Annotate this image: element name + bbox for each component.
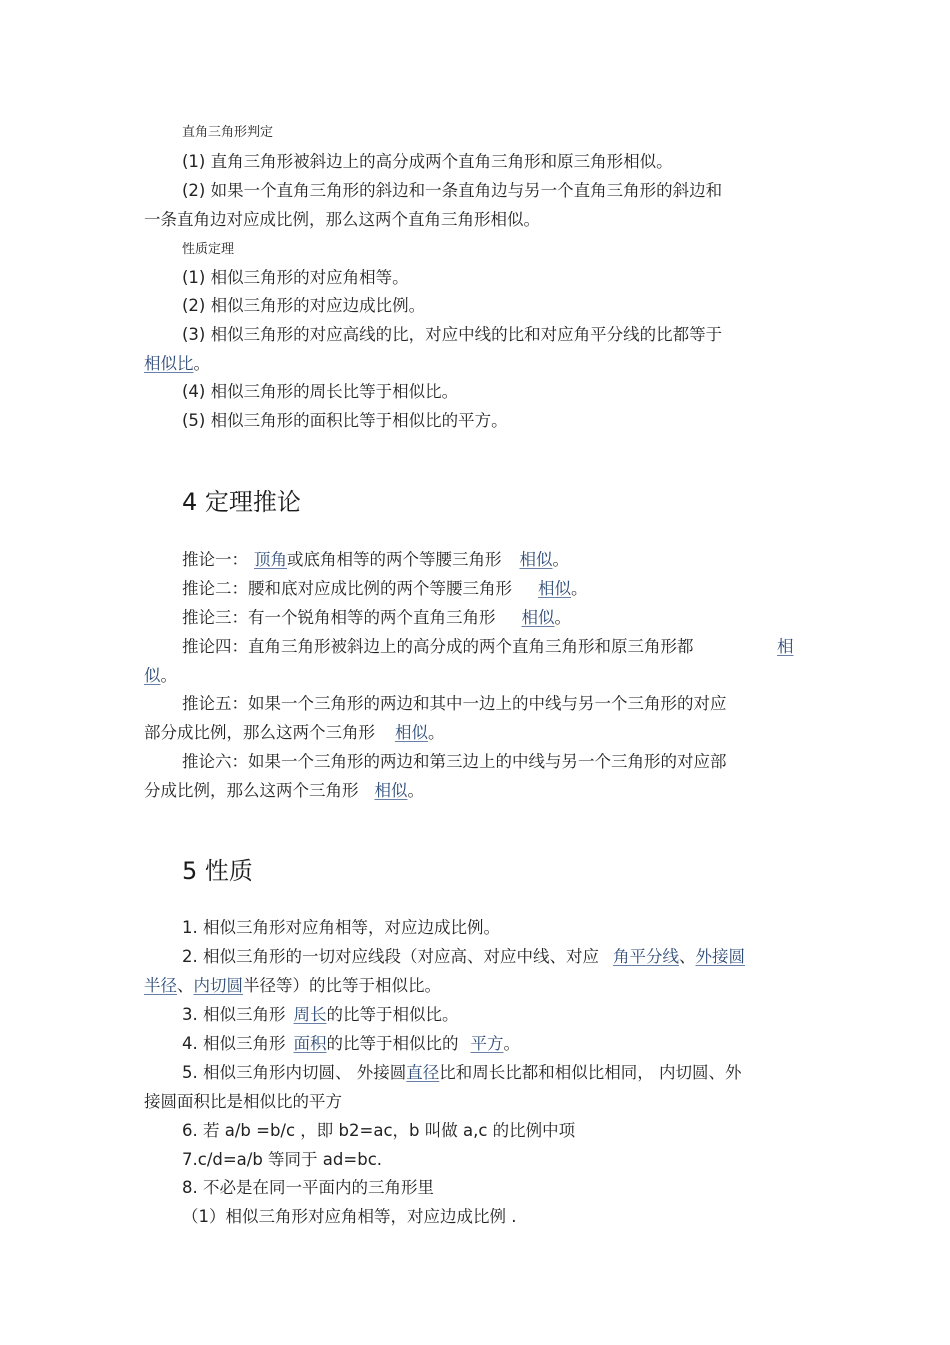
property-5-cont: 接圆面积比是相似比的平方 [144,1092,342,1111]
text-line: (5) 相似三角形的面积比等于相似比的平方。 [182,411,508,430]
property-6: 6. 若 a/b =b/c ，即 b2=ac，b 叫做 a,c 的比例中项 [182,1121,576,1140]
link-similar[interactable]: 相似 [395,723,428,742]
link-similarity-ratio[interactable]: 相似比 [144,354,194,373]
link-similar[interactable]: 相似 [538,579,571,598]
corollary-6: 推论六：如果一个三角形的两边和第三边上的中线与另一个三角形的对应部 [182,752,727,771]
link-radius[interactable]: 半径 [144,976,177,995]
link-apex-angle[interactable]: 顶角 [254,550,287,569]
link-area[interactable]: 面积 [293,1034,327,1053]
section-heading-right-triangle: 直角三角形判定 [182,125,274,140]
property-1: 1. 相似三角形对应角相等，对应边成比例。 [182,918,500,937]
corollary-4-cont: 似。 [144,666,177,685]
corollary-4-link-part [777,637,794,657]
text-line: (1) 直角三角形被斜边上的高分成两个直角三角形和原三角形相似。 [182,152,673,171]
property-2: 2. 相似三角形的一切对应线段（对应高、对应中线、对应 角平分线、外接圆 [182,947,745,966]
property-2-cont: 半径、内切圆半径等）的比等于相似比。 [144,976,441,995]
link-similar[interactable]: 相似 [521,608,555,627]
property-8: 8. 不必是在同一平面内的三角形里 [182,1178,434,1197]
corollary-2: 推论二：腰和底对应成比例的两个等腰三角形 相似。 [182,579,588,598]
text-line: (1) 相似三角形的对应角相等。 [182,268,409,287]
link-diameter[interactable]: 直径 [406,1063,440,1082]
link-square[interactable]: 平方 [470,1034,504,1053]
link-angle-bisector[interactable]: 角平分线 [613,947,679,966]
link-similar[interactable]: 相似 [374,781,408,800]
corollary-5-cont: 部分成比例，那么这两个三角形 相似。 [144,723,445,742]
link-similar[interactable]: 相似 [519,550,553,569]
text-line: 相似比。 [144,354,210,373]
property-5: 5. 相似三角形内切圆、 外接圆直径比和周长比都和相似比相同， 内切圆、外 [182,1063,742,1082]
corollary-1: 推论一： 顶角或底角相等的两个等腰三角形 相似。 [182,550,569,569]
text-line: (2) 相似三角形的对应边成比例。 [182,296,426,315]
section-heading-properties: 性质定理 [182,242,235,257]
text-line: (3) 相似三角形的对应高线的比，对应中线的比和对应角平分线的比都等于 [182,325,723,344]
property-7: 7.c/d=a/b 等同于 ad=bc. [182,1150,383,1169]
corollary-4: 推论四：直角三角形被斜边上的高分成的两个直角三角形和原三角形都 [182,637,694,656]
corollary-3: 推论三：有一个锐角相等的两个直角三角形 相似。 [182,608,571,627]
link-circumcircle[interactable]: 外接圆 [695,947,745,966]
link-similar[interactable]: 相 [777,637,794,656]
link-similar[interactable]: 似 [144,666,161,685]
section-title-5: 5 性质 [182,857,253,885]
corollary-5: 推论五：如果一个三角形的两边和其中一边上的中线与另一个三角形的对应 [182,694,727,713]
property-3: 3. 相似三角形 周长的比等于相似比。 [182,1005,459,1024]
text-line: 一条直角边对应成比例，那么这两个直角三角形相似。 [144,210,540,229]
property-8-item-1: （1）相似三角形对应角相等，对应边成比例 . [182,1207,517,1226]
property-4: 4. 相似三角形 面积的比等于相似比的 平方。 [182,1034,520,1053]
corollary-6-cont: 分成比例，那么这两个三角形 相似。 [144,781,424,800]
link-incircle[interactable]: 内切圆 [193,976,243,995]
text-line: (4) 相似三角形的周长比等于相似比。 [182,382,459,401]
link-perimeter[interactable]: 周长 [293,1005,327,1024]
section-title-4: 4 定理推论 [182,488,301,516]
text-line: (2) 如果一个直角三角形的斜边和一条直角边与另一个直角三角形的斜边和 [182,181,723,200]
